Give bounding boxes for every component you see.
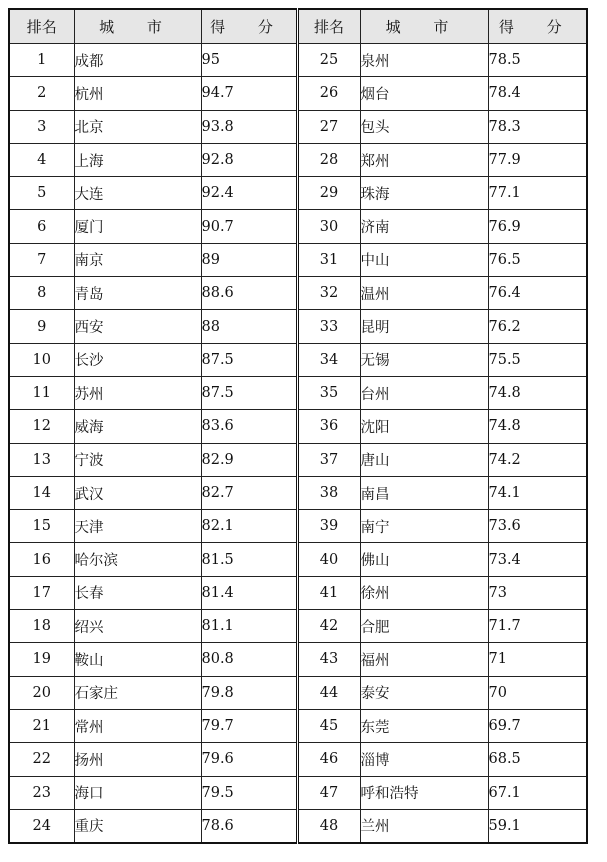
city-cell: 温州	[360, 277, 488, 310]
score-cell: 71.7	[488, 610, 587, 643]
city-cell: 成都	[74, 44, 201, 77]
rank-cell: 24	[9, 809, 74, 843]
score-cell: 78.6	[201, 809, 297, 843]
city-cell: 长沙	[74, 343, 201, 376]
rank-cell: 47	[297, 776, 360, 809]
score-cell: 87.5	[201, 343, 297, 376]
score-cell: 73	[488, 576, 587, 609]
table-row	[9, 543, 587, 576]
city-cell: 淄博	[360, 743, 488, 776]
table-row	[9, 77, 587, 110]
city-cell: 海口	[74, 776, 201, 809]
score-cell: 82.1	[201, 510, 297, 543]
score-cell: 79.7	[201, 709, 297, 742]
rank-cell: 27	[297, 110, 360, 143]
rank-cell: 40	[297, 543, 360, 576]
table-row	[9, 310, 587, 343]
city-cell: 大连	[74, 177, 201, 210]
score-cell: 71	[488, 643, 587, 676]
score-cell: 88	[201, 310, 297, 343]
header-rank-left: 排名	[9, 9, 74, 44]
city-cell: 威海	[74, 410, 201, 443]
rank-cell: 1	[9, 44, 74, 77]
city-cell: 烟台	[360, 77, 488, 110]
city-cell: 南昌	[360, 476, 488, 509]
score-cell: 87.5	[201, 376, 297, 409]
city-cell: 西安	[74, 310, 201, 343]
rank-cell: 41	[297, 576, 360, 609]
rank-cell: 23	[9, 776, 74, 809]
city-cell: 泉州	[360, 44, 488, 77]
score-cell: 69.7	[488, 709, 587, 742]
score-cell: 94.7	[201, 77, 297, 110]
score-cell: 74.2	[488, 443, 587, 476]
rank-cell: 7	[9, 243, 74, 276]
score-cell: 81.5	[201, 543, 297, 576]
table-row	[9, 143, 587, 176]
rank-cell: 31	[297, 243, 360, 276]
rank-cell: 48	[297, 809, 360, 843]
city-cell: 天津	[74, 510, 201, 543]
header-city-right: 城 市	[360, 9, 488, 44]
city-cell: 南宁	[360, 510, 488, 543]
city-cell: 绍兴	[74, 610, 201, 643]
score-cell: 78.5	[488, 44, 587, 77]
city-cell: 常州	[74, 709, 201, 742]
rank-cell: 42	[297, 610, 360, 643]
rank-cell: 28	[297, 143, 360, 176]
ranking-page	[8, 8, 586, 844]
score-cell: 82.7	[201, 476, 297, 509]
table-row	[9, 676, 587, 709]
city-cell: 青岛	[74, 277, 201, 310]
city-cell: 扬州	[74, 743, 201, 776]
table-row	[9, 44, 587, 77]
city-cell: 武汉	[74, 476, 201, 509]
rank-cell: 8	[9, 277, 74, 310]
rank-cell: 36	[297, 410, 360, 443]
score-cell: 76.2	[488, 310, 587, 343]
city-cell: 鞍山	[74, 643, 201, 676]
header-rank-right: 排名	[297, 9, 360, 44]
table-body	[9, 44, 587, 844]
rank-cell: 34	[297, 343, 360, 376]
rank-cell: 10	[9, 343, 74, 376]
header-city-left: 城 市	[74, 9, 201, 44]
city-cell: 佛山	[360, 543, 488, 576]
city-cell: 上海	[74, 143, 201, 176]
score-cell: 93.8	[201, 110, 297, 143]
score-cell: 83.6	[201, 410, 297, 443]
city-cell: 台州	[360, 376, 488, 409]
rank-cell: 46	[297, 743, 360, 776]
score-cell: 88.6	[201, 277, 297, 310]
score-cell: 92.8	[201, 143, 297, 176]
rank-cell: 20	[9, 676, 74, 709]
city-cell: 呼和浩特	[360, 776, 488, 809]
rank-cell: 12	[9, 410, 74, 443]
rank-cell: 26	[297, 77, 360, 110]
city-cell: 宁波	[74, 443, 201, 476]
city-cell: 厦门	[74, 210, 201, 243]
rank-cell: 16	[9, 543, 74, 576]
score-cell: 79.5	[201, 776, 297, 809]
rank-cell: 43	[297, 643, 360, 676]
city-cell: 唐山	[360, 443, 488, 476]
city-cell: 长春	[74, 576, 201, 609]
rank-cell: 13	[9, 443, 74, 476]
score-cell: 78.4	[488, 77, 587, 110]
city-ranking-table	[8, 8, 588, 844]
table-row	[9, 743, 587, 776]
city-cell: 包头	[360, 110, 488, 143]
score-cell: 76.5	[488, 243, 587, 276]
table-row	[9, 643, 587, 676]
table-row	[9, 343, 587, 376]
table-row	[9, 110, 587, 143]
rank-cell: 21	[9, 709, 74, 742]
table-row	[9, 210, 587, 243]
score-cell: 74.8	[488, 376, 587, 409]
rank-cell: 14	[9, 476, 74, 509]
city-cell: 郑州	[360, 143, 488, 176]
table-row	[9, 243, 587, 276]
rank-cell: 44	[297, 676, 360, 709]
rank-cell: 5	[9, 177, 74, 210]
rank-cell: 32	[297, 277, 360, 310]
table-row	[9, 776, 587, 809]
rank-cell: 6	[9, 210, 74, 243]
city-cell: 无锡	[360, 343, 488, 376]
city-cell: 杭州	[74, 77, 201, 110]
rank-cell: 30	[297, 210, 360, 243]
rank-cell: 19	[9, 643, 74, 676]
rank-cell: 18	[9, 610, 74, 643]
table-row	[9, 510, 587, 543]
city-cell: 南京	[74, 243, 201, 276]
city-cell: 沈阳	[360, 410, 488, 443]
city-cell: 福州	[360, 643, 488, 676]
score-cell: 67.1	[488, 776, 587, 809]
rank-cell: 38	[297, 476, 360, 509]
score-cell: 77.1	[488, 177, 587, 210]
score-cell: 59.1	[488, 809, 587, 843]
rank-cell: 39	[297, 510, 360, 543]
score-cell: 79.8	[201, 676, 297, 709]
score-cell: 82.9	[201, 443, 297, 476]
score-cell: 70	[488, 676, 587, 709]
score-cell: 77.9	[488, 143, 587, 176]
table-row	[9, 709, 587, 742]
city-cell: 北京	[74, 110, 201, 143]
score-cell: 68.5	[488, 743, 587, 776]
score-cell: 95	[201, 44, 297, 77]
rank-cell: 15	[9, 510, 74, 543]
score-cell: 79.6	[201, 743, 297, 776]
rank-cell: 2	[9, 77, 74, 110]
header-row	[9, 9, 587, 44]
city-cell: 石家庄	[74, 676, 201, 709]
table-row	[9, 277, 587, 310]
table-row	[9, 809, 587, 843]
table-row	[9, 610, 587, 643]
score-cell: 78.3	[488, 110, 587, 143]
rank-cell: 17	[9, 576, 74, 609]
rank-cell: 35	[297, 376, 360, 409]
score-cell: 73.4	[488, 543, 587, 576]
city-cell: 苏州	[74, 376, 201, 409]
score-cell: 76.9	[488, 210, 587, 243]
city-cell: 东莞	[360, 709, 488, 742]
table-row	[9, 177, 587, 210]
rank-cell: 9	[9, 310, 74, 343]
score-cell: 76.4	[488, 277, 587, 310]
score-cell: 81.4	[201, 576, 297, 609]
rank-cell: 3	[9, 110, 74, 143]
rank-cell: 33	[297, 310, 360, 343]
table-row	[9, 576, 587, 609]
rank-cell: 11	[9, 376, 74, 409]
table-row	[9, 476, 587, 509]
rank-cell: 45	[297, 709, 360, 742]
header-score-right: 得 分	[488, 9, 587, 44]
city-cell: 济南	[360, 210, 488, 243]
city-cell: 中山	[360, 243, 488, 276]
city-cell: 珠海	[360, 177, 488, 210]
score-cell: 80.8	[201, 643, 297, 676]
city-cell: 昆明	[360, 310, 488, 343]
score-cell: 81.1	[201, 610, 297, 643]
score-cell: 74.1	[488, 476, 587, 509]
city-cell: 重庆	[74, 809, 201, 843]
rank-cell: 37	[297, 443, 360, 476]
score-cell: 75.5	[488, 343, 587, 376]
city-cell: 泰安	[360, 676, 488, 709]
city-cell: 合肥	[360, 610, 488, 643]
table-row	[9, 443, 587, 476]
rank-cell: 22	[9, 743, 74, 776]
score-cell: 73.6	[488, 510, 587, 543]
city-cell: 兰州	[360, 809, 488, 843]
score-cell: 90.7	[201, 210, 297, 243]
score-cell: 92.4	[201, 177, 297, 210]
table-row	[9, 376, 587, 409]
city-cell: 徐州	[360, 576, 488, 609]
table-row	[9, 410, 587, 443]
score-cell: 89	[201, 243, 297, 276]
city-cell: 哈尔滨	[74, 543, 201, 576]
score-cell: 74.8	[488, 410, 587, 443]
rank-cell: 25	[297, 44, 360, 77]
rank-cell: 29	[297, 177, 360, 210]
header-score-left: 得 分	[201, 9, 297, 44]
rank-cell: 4	[9, 143, 74, 176]
